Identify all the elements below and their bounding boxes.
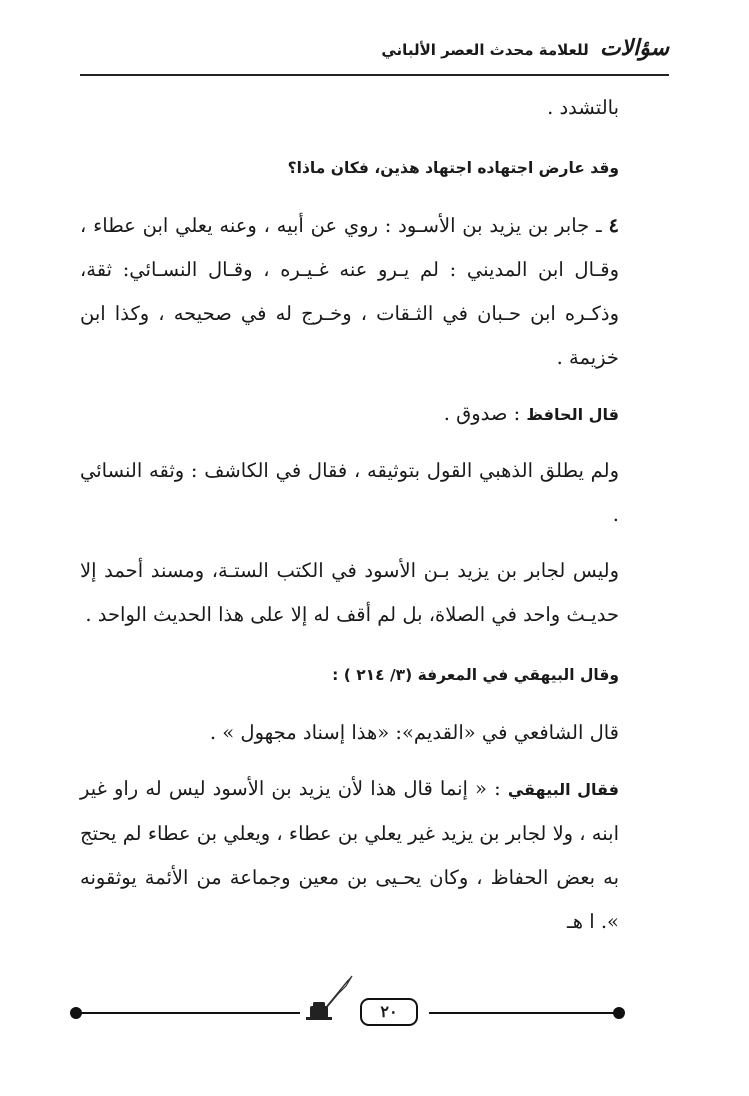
entry-number: ٤	[608, 214, 619, 237]
page-footer	[70, 990, 625, 1030]
paragraph	[80, 392, 619, 437]
section-heading: وقال البيهقي في المعرفة (٣/ ٢١٤ ) :	[332, 666, 619, 684]
section-heading: وقد عارض اجتهاده اجتهاد هذين، فكان ماذا؟	[287, 159, 619, 177]
paragraph-text: : صدوق .	[443, 402, 521, 425]
footer-dot-right	[613, 1007, 625, 1019]
speaker-label: فقال البيهقي	[507, 780, 620, 799]
paragraph	[80, 767, 619, 944]
footer-rule-left	[78, 1012, 300, 1014]
paragraph: وليس لجابر بن يزيد بـن الأسود في الكتب الستـة، ومسند أحمد إلا حديـث واحد في الصلاة، بل لم أقف له إلا على هذا الحديث الواحد .	[80, 559, 619, 626]
inkwell-quill-icon	[302, 972, 356, 1022]
paragraph: ولم يطلق الذهبي القول بتوثيقه ، فقال في الكاشف : وثقه النسائي .	[80, 459, 619, 526]
page-number: ٢٠	[360, 998, 418, 1026]
speaker-label: قال الحافظ	[526, 405, 619, 424]
book-logo: سؤالات	[599, 36, 669, 61]
paragraph-text: : « إنما قال هذا لأن يزيد بن الأسود ليس له راو غير ابنه ، ولا لجابر بن يزيد غير يعلي بن عطاء ، ويعلي بن عطاء لم يحتج به بعض الحفاظ ، وكان يحـيى بن معين وجماعة من الأئمة يوثقونه ». ا هـ	[80, 777, 619, 933]
paragraph	[80, 204, 619, 380]
page-header	[80, 28, 669, 76]
page-body	[80, 86, 619, 944]
paragraph: قال الشافعي في «القديم»: «هذا إسناد مجهول » .	[209, 721, 619, 744]
header-subtitle: للعلامة محدث العصر الألباني	[381, 41, 589, 59]
paragraph: بالتشدد .	[547, 96, 619, 119]
footer-rule-right	[429, 1012, 617, 1014]
running-title	[381, 36, 669, 61]
paragraph-text: ـ جابر بن يزيد بن الأسـود : روي عن أبيه ، وعنه يعلي ابن عطاء ، وقـال ابن المديني : لم يـرو عنه غـيـره ، وقـال النسـائي: ثقة، وذكـره ابن حـبان في الثـقات ، وخـرج له في صحيحه ، وكذا ابن خزيمة .	[80, 214, 619, 369]
